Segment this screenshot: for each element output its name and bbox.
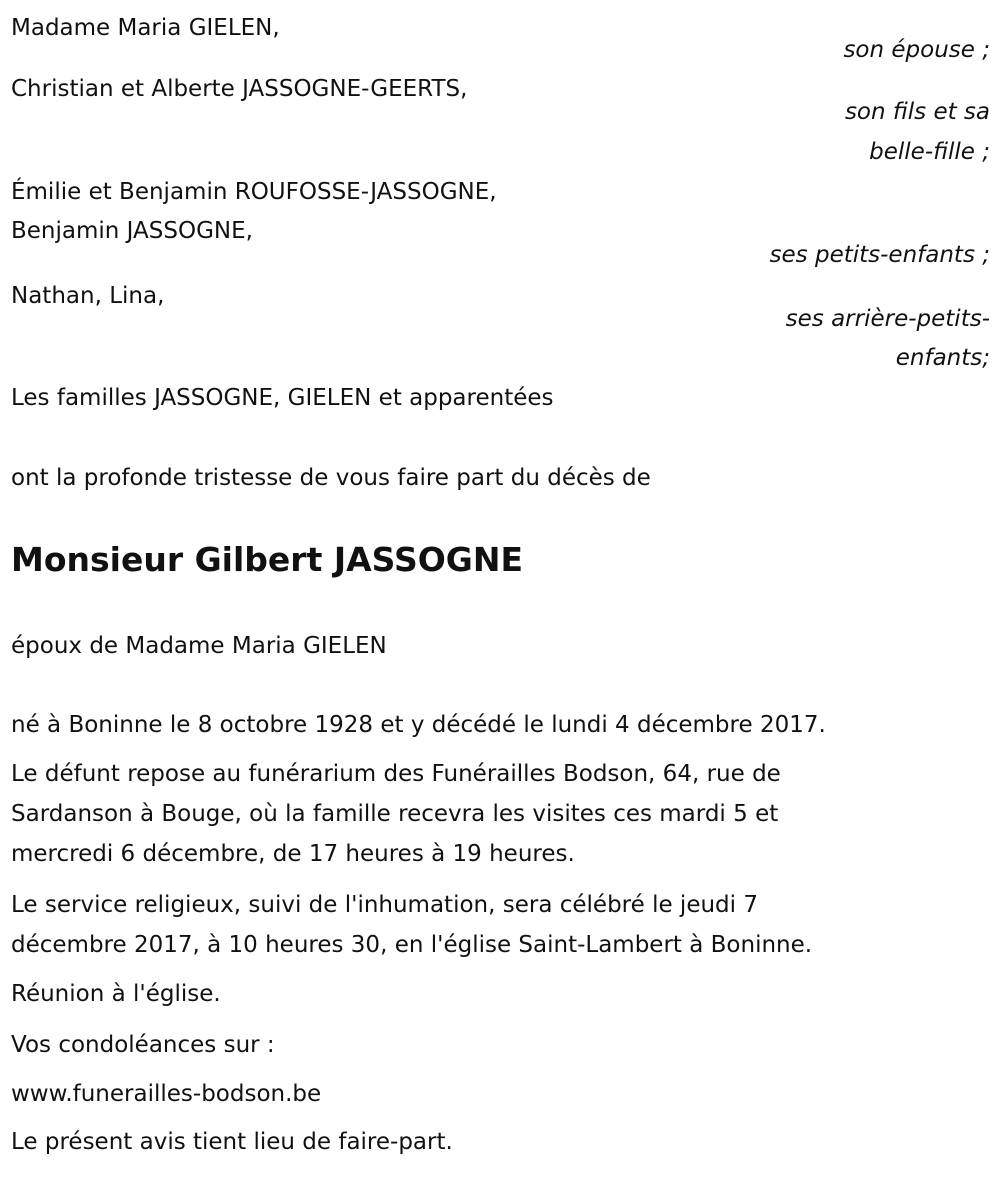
birth-death-text: né à Boninne le 8 octobre 1928 et y décédé le lundi 4 décembre 2017. — [11, 712, 826, 738]
family-relation: ses petits-enfants ; — [769, 242, 990, 268]
family-name-line: Madame Maria GIELEN, — [11, 15, 280, 41]
service-text: Le service religieux, suivi de l'inhumation, sera célébré le jeudi 7 — [11, 892, 758, 918]
announcement-text: ont la profonde tristesse de vous faire part du décès de — [11, 465, 651, 491]
funerarium-text: Le défunt repose au funérarium des Funérailles Bodson, 64, rue de — [11, 761, 781, 787]
condolences-label: Vos condoléances sur : — [11, 1032, 275, 1058]
notice-text: Le présent avis tient lieu de faire-part. — [11, 1129, 453, 1155]
family-relation: son fils et sa — [844, 99, 990, 125]
reunion-text: Réunion à l'église. — [11, 981, 221, 1007]
family-name-line: Nathan, Lina, — [11, 283, 165, 309]
website-link[interactable]: www.funerailles-bodson.be — [11, 1081, 322, 1107]
service-text: décembre 2017, à 10 heures 30, en l'église Saint-Lambert à Boninne. — [11, 932, 813, 958]
family-name-line: Émilie et Benjamin ROUFOSSE-JASSOGNE, — [11, 179, 497, 205]
family-name-line: Benjamin JASSOGNE, — [11, 218, 253, 244]
spouse-line: époux de Madame Maria GIELEN — [11, 633, 387, 659]
families-line: Les familles JASSOGNE, GIELEN et apparentées — [11, 385, 554, 411]
funerarium-text: Sardanson à Bouge, où la famille recevra les visites ces mardi 5 et — [11, 801, 779, 827]
family-relation: ses arrière-petits- — [785, 306, 990, 332]
family-relation: son épouse ; — [843, 37, 990, 63]
family-relation: enfants; — [895, 345, 990, 371]
deceased-name: Monsieur Gilbert JASSOGNE — [11, 540, 524, 579]
funerarium-text: mercredi 6 décembre, de 17 heures à 19 heures. — [11, 841, 575, 867]
family-name-line: Christian et Alberte JASSOGNE-GEERTS, — [11, 76, 468, 102]
family-relation: belle-fille ; — [869, 139, 990, 165]
